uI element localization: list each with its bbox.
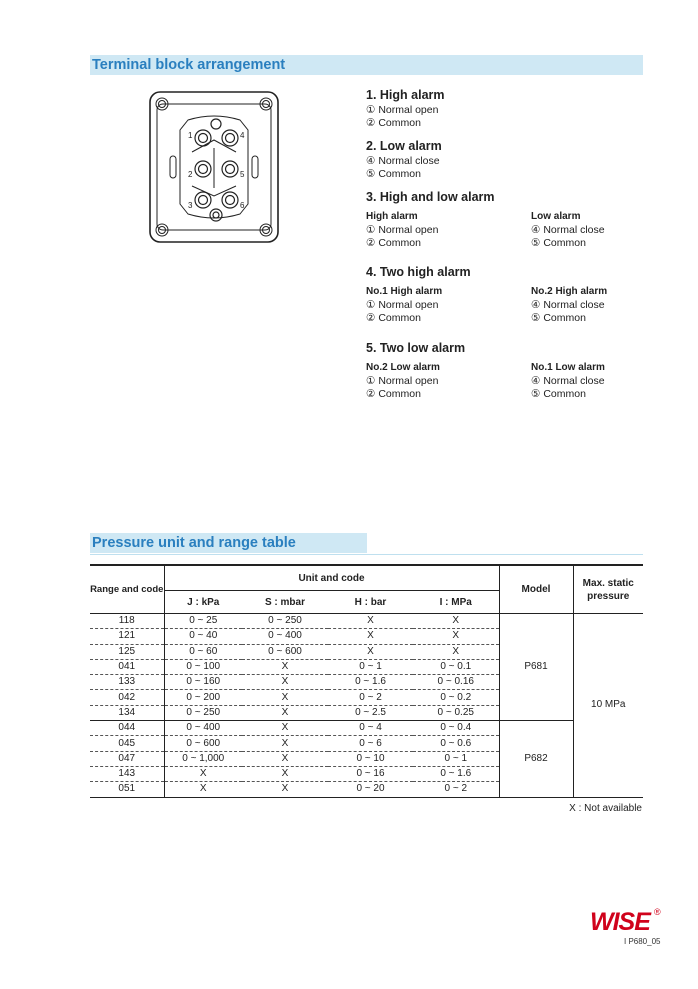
- pressure-section-heading: [90, 533, 645, 553]
- pressure-range-table: [90, 564, 643, 798]
- unit-header-kpa: J : kPa: [164, 591, 242, 614]
- alarm-left-column: [366, 361, 666, 401]
- alarm-line: ⑤ Common: [531, 237, 586, 249]
- bar-range: 0 ~ 2: [328, 690, 413, 705]
- range-code: 045: [90, 736, 164, 751]
- bar-range: X: [328, 629, 413, 644]
- alarm-right-column: [531, 285, 607, 325]
- alarm-title: 4. Two high alarm: [366, 265, 471, 279]
- unit-header-mbar: S : mbar: [242, 591, 328, 614]
- kpa-range: 0 ~ 600: [164, 736, 242, 751]
- mpa-range: X: [413, 644, 499, 659]
- alarm-line: ② Common: [366, 388, 421, 400]
- bar-range: 0 ~ 6: [328, 736, 413, 751]
- pin-label-4: 4: [240, 131, 245, 140]
- alarm-title: 1. High alarm: [366, 88, 445, 102]
- mbar-range: 0 ~ 600: [242, 644, 328, 659]
- alarm-line: ⑤ Common: [531, 388, 586, 400]
- pin-label-3: 3: [188, 201, 193, 210]
- alarm-title: 5. Two low alarm: [366, 341, 466, 355]
- mpa-range: 0 ~ 2: [413, 782, 499, 797]
- mpa-range: 0 ~ 1: [413, 751, 499, 766]
- unit-header-mpa: I : MPa: [413, 591, 499, 614]
- model-cell: P682: [499, 721, 573, 797]
- static-pressure-cell: 10 MPa: [573, 614, 643, 798]
- kpa-range: 0 ~ 200: [164, 690, 242, 705]
- registered-mark: ®: [654, 907, 661, 917]
- unit-code-header: Unit and code: [164, 565, 499, 591]
- mbar-range: 0 ~ 400: [242, 629, 328, 644]
- pin-label-5: 5: [240, 170, 245, 179]
- alarm-subtitle: No.1 Low alarm: [531, 362, 605, 373]
- mpa-range: 0 ~ 0.16: [413, 675, 499, 690]
- alarm-line: ④ Normal close: [531, 375, 605, 387]
- mbar-range: X: [242, 751, 328, 766]
- alarm-subtitle: Low alarm: [531, 211, 581, 222]
- model-cell: P681: [499, 614, 573, 721]
- mpa-range: 0 ~ 0.25: [413, 705, 499, 720]
- kpa-range: 0 ~ 250: [164, 705, 242, 720]
- alarm-line: ② Common: [366, 312, 421, 324]
- alarm-left-column: [366, 285, 666, 325]
- mpa-range: 0 ~ 0.2: [413, 690, 499, 705]
- alarm-line: ① Normal open: [366, 375, 439, 387]
- kpa-range: 0 ~ 40: [164, 629, 242, 644]
- table-row: [90, 614, 643, 629]
- not-available-note: X : Not available: [569, 803, 642, 814]
- bar-range: 0 ~ 10: [328, 751, 413, 766]
- kpa-range: 0 ~ 400: [164, 721, 242, 736]
- bar-range: 0 ~ 1: [328, 659, 413, 674]
- alarm-line: ② Common: [366, 117, 421, 129]
- kpa-range: 0 ~ 160: [164, 675, 242, 690]
- page-code: I P680_05: [624, 937, 661, 946]
- mbar-range: X: [242, 675, 328, 690]
- pin-label-2: 2: [188, 170, 193, 179]
- alarm-item-1: [366, 88, 445, 130]
- mpa-range: 0 ~ 0.1: [413, 659, 499, 674]
- mbar-range: X: [242, 782, 328, 797]
- bar-range: X: [328, 644, 413, 659]
- alarm-item-3: [366, 190, 666, 250]
- mbar-range: X: [242, 766, 328, 781]
- range-code: 121: [90, 629, 164, 644]
- bar-range: 0 ~ 20: [328, 782, 413, 797]
- range-code-header: Range and code: [90, 565, 164, 614]
- bar-range: 0 ~ 2.5: [328, 705, 413, 720]
- terminal-block-diagram: [148, 90, 280, 244]
- static-pressure-header: Max. static pressure: [573, 565, 643, 614]
- terminal-section-title: Terminal block arrangement: [92, 57, 286, 73]
- mpa-range: 0 ~ 0.6: [413, 736, 499, 751]
- range-code: 133: [90, 675, 164, 690]
- mpa-range: 0 ~ 1.6: [413, 766, 499, 781]
- kpa-range: 0 ~ 25: [164, 614, 242, 629]
- alarm-line: ④ Normal close: [531, 299, 605, 311]
- kpa-range: 0 ~ 60: [164, 644, 242, 659]
- bar-range: X: [328, 614, 413, 629]
- mpa-range: X: [413, 614, 499, 629]
- pin-label-6: 6: [240, 201, 245, 210]
- range-code: 125: [90, 644, 164, 659]
- alarm-line: ⑤ Common: [531, 312, 586, 324]
- wise-logo: [590, 905, 664, 940]
- range-code: 118: [90, 614, 164, 629]
- alarm-subtitle: No.2 Low alarm: [366, 362, 440, 373]
- kpa-range: X: [164, 766, 242, 781]
- kpa-range: 0 ~ 100: [164, 659, 242, 674]
- alarm-subtitle: High alarm: [366, 211, 418, 222]
- table-row: [90, 721, 643, 736]
- pin-label-1: 1: [188, 131, 193, 140]
- mbar-range: 0 ~ 250: [242, 614, 328, 629]
- alarm-left-column: [366, 210, 666, 250]
- alarm-subtitle: No.1 High alarm: [366, 286, 443, 297]
- kpa-range: X: [164, 782, 242, 797]
- alarm-line: ④ Normal close: [366, 155, 440, 167]
- model-header: Model: [499, 565, 573, 614]
- mbar-range: X: [242, 659, 328, 674]
- unit-header-bar: H : bar: [328, 591, 413, 614]
- bar-range: 0 ~ 4: [328, 721, 413, 736]
- terminal-section-heading: [90, 55, 645, 75]
- mpa-range: X: [413, 629, 499, 644]
- range-code: 051: [90, 782, 164, 797]
- mbar-range: X: [242, 690, 328, 705]
- range-code: 041: [90, 659, 164, 674]
- range-code: 044: [90, 721, 164, 736]
- bar-range: 0 ~ 16: [328, 766, 413, 781]
- alarm-line: ⑤ Common: [366, 168, 421, 180]
- alarm-subtitle: No.2 High alarm: [531, 286, 608, 297]
- brand-text: WISE: [590, 908, 650, 935]
- alarm-line: ④ Normal close: [531, 224, 605, 236]
- alarm-title: 2. Low alarm: [366, 139, 442, 153]
- kpa-range: 0 ~ 1,000: [164, 751, 242, 766]
- pressure-section-title: Pressure unit and range table: [92, 535, 296, 551]
- alarm-line: ① Normal open: [366, 104, 439, 116]
- alarm-line: ① Normal open: [366, 299, 439, 311]
- alarm-item-4: [366, 265, 666, 325]
- range-code: 143: [90, 766, 164, 781]
- bar-range: 0 ~ 1.6: [328, 675, 413, 690]
- alarm-right-column: [531, 210, 605, 250]
- alarm-right-column: [531, 361, 605, 401]
- alarm-line: ① Normal open: [366, 224, 439, 236]
- mpa-range: 0 ~ 0.4: [413, 721, 499, 736]
- mbar-range: X: [242, 721, 328, 736]
- mbar-range: X: [242, 705, 328, 720]
- range-code: 047: [90, 751, 164, 766]
- alarm-item-2: [366, 139, 442, 181]
- range-code: 134: [90, 705, 164, 720]
- alarm-item-5: [366, 341, 666, 401]
- range-code: 042: [90, 690, 164, 705]
- alarm-line: ② Common: [366, 237, 421, 249]
- alarm-title: 3. High and low alarm: [366, 190, 495, 204]
- mbar-range: X: [242, 736, 328, 751]
